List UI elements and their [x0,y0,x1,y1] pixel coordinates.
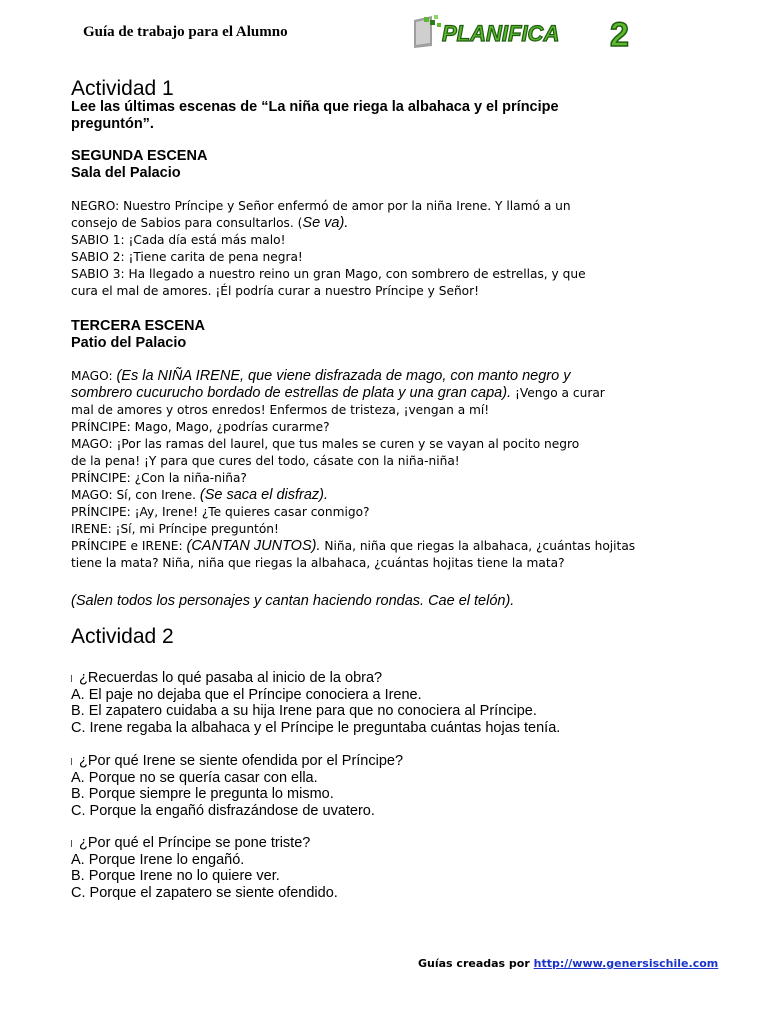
scene3-line: MAGO: ¡Por las ramas del laurel, que tus males se curen y se vayan al pocito negro [71,437,580,451]
scene2-line: NEGRO: Nuestro Príncipe y Señor enfermó de amor por la niña Irene. Y llamó a un [71,199,571,213]
scene2-line: consejo de Sabios para consultarlos. ( [71,216,303,230]
scene2-line: SABIO 1: ¡Cada día está más malo! [71,233,286,247]
bullet-mark [71,840,75,847]
scene3-line: Niña, niña que riegas la albahaca, ¿cuántas hojitas [320,539,636,553]
scene2-line: cura el mal de amores. ¡Él podría curar a nuestro Príncipe y Señor! [71,284,480,298]
planifica-logo [410,14,650,50]
closing-direction: (Salen todos los personajes y cantan haciendo rondas. Cae el telón). [71,593,515,609]
scene3-line: MAGO: [71,369,117,383]
bullet-mark [71,758,75,765]
scene2-text [71,198,586,300]
scene3-line: mal de amores y otros enredos! Enfermos de tristeza, ¡vengan a mí! [71,403,490,417]
answer-option-c: C. Irene regaba la albahaca y el Príncipe le preguntaba cuántas hojas tenía. [71,719,561,736]
question-text: ¿Por qué el Príncipe se pone triste? [79,835,311,851]
scene3-line: tiene la mata? Niña, niña que riegas la albahaca, ¿cuántas hojitas tiene la mata? [71,556,565,570]
activity2-title: Actividad 2 [71,625,174,648]
stage-direction: (Se saca el disfraz). [199,487,329,503]
scene3-line: PRÍNCIPE: Mago, Mago, ¿podrías curarme? [71,420,330,434]
answer-option-a: A. Porque no se quería casar con ella. [71,769,318,786]
stage-direction: (CANTAN JUNTOS). [186,538,321,554]
answer-option-a: A. El paje no dejaba que el Príncipe conociera a Irene. [71,686,422,703]
scene3-line: IRENE: ¡Sí, mi Príncipe preguntón! [71,522,279,536]
logo-text: PLANIFICA [442,21,560,46]
scene3-heading: TERCERA ESCENA [71,318,206,334]
scene3-line: MAGO: Sí, con Irene. [71,488,200,502]
scene2-line: SABIO 2: ¡Tiene carita de pena negra! [71,250,303,264]
answer-option-c: C. Porque el zapatero se siente ofendido. [71,884,338,901]
question-block [71,835,338,901]
scene3-line: PRÍNCIPE: ¡Ay, Irene! ¿Te quieres casar conmigo? [71,505,370,519]
stage-direction: sombrero cucurucho bordado de estrellas de plata y una gran capa). [71,385,512,401]
scene3-line: ¡Vengo a curar [511,386,605,400]
footer [418,957,718,970]
scene2-line: SABIO 3: Ha llegado a nuestro reino un gran Mago, con sombrero de estrellas, y que [71,267,586,281]
activity1-instruction-line2: preguntón”. [71,116,154,132]
scene3-line: PRÍNCIPE: ¿Con la niña-niña? [71,471,247,485]
scene3-line: de la pena! ¡Y para que cures del todo, cásate con la niña-niña! [71,454,460,468]
answer-option-a: A. Porque Irene lo engañó. [71,851,245,868]
answer-option-b: B. Porque Irene no lo quiere ver. [71,868,280,884]
bullet-mark [71,675,75,682]
activity1-instruction-line1: Lee las últimas escenas de “La niña que riega la albahaca y el príncipe [71,99,559,115]
answer-option-b: B. Porque siempre le pregunta lo mismo. [71,786,334,802]
logo-number: 2 [610,16,629,50]
scene2-heading: SEGUNDA ESCENA [71,148,208,164]
answer-option-c: C. Porque la engañó disfrazándose de uvatero. [71,802,375,819]
question-block [71,670,560,736]
stage-direction: Se va). [302,215,349,231]
scene3-text [71,368,635,572]
question-block [71,753,403,819]
scene3-line: PRÍNCIPE e IRENE: [71,539,187,553]
activity1-title: Actividad 1 [71,77,174,100]
footer-link[interactable]: http://www.genersischile.com [533,957,719,970]
header-title: Guía de trabajo para el Alumno [83,24,288,40]
book-icon [414,15,441,48]
question-text: ¿Por qué Irene se siente ofendida por el Príncipe? [79,753,404,769]
stage-direction: (Es la NIÑA IRENE, que viene disfrazada de mago, con manto negro y [116,368,571,384]
scene2-place: Sala del Palacio [71,165,181,181]
footer-text: Guías creadas por [418,957,534,970]
answer-option-b: B. El zapatero cuidaba a su hija Irene para que no conociera al Príncipe. [71,703,537,719]
question-text: ¿Recuerdas lo qué pasaba al inicio de la obra? [79,670,383,686]
scene3-place: Patio del Palacio [71,335,187,351]
